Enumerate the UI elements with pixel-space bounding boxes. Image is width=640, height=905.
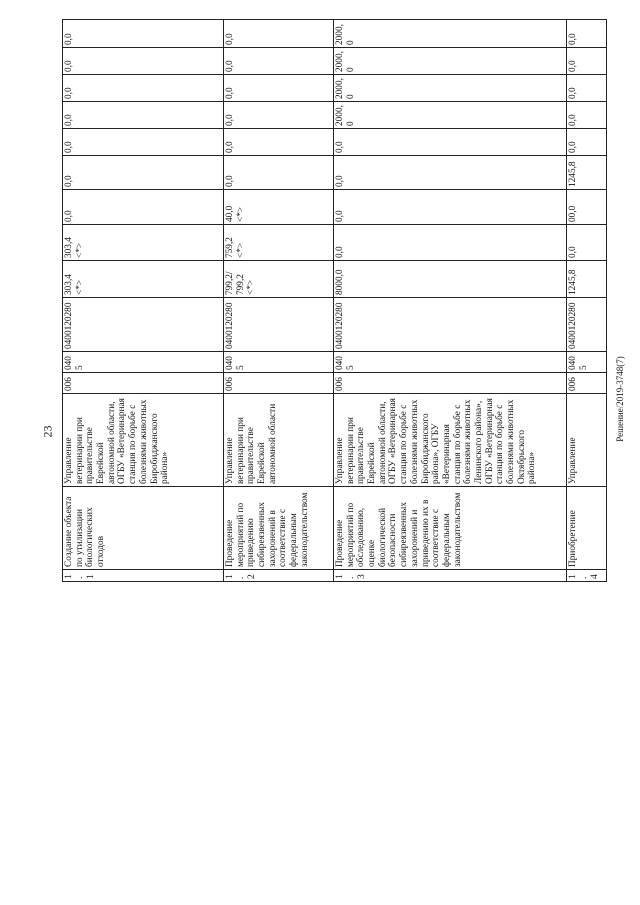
document-footer: Решение/2019-3748(7) xyxy=(615,356,625,442)
cell-executor: Управление ветеринарии при правительстве Еврейской автономной области, ОГБУ «Ветеринарная станция по борьбе с болезнями животных Биробиджанского района», ОГБУ «Ветеринарная станция по борьбе с болезнями животных Ленинского района», ОГБУ «Ветеринарная станция по борьбе с болезнями животных Октябрьского района» xyxy=(334,394,567,487)
cell-2019: 0,0 xyxy=(567,225,607,261)
cell-event: Приобретение xyxy=(567,487,607,570)
cell-2021: 0,0 xyxy=(224,156,334,190)
cell-2021: 1245,8 xyxy=(567,156,607,190)
cell-2022: 0,0 xyxy=(334,129,567,156)
cell-total: 8000,0 xyxy=(334,261,567,298)
cell-2021: 0,0 xyxy=(334,156,567,190)
cell-rzpr: 0405 xyxy=(334,352,567,373)
cell-2024: 0,0 xyxy=(63,75,224,102)
cell-2020: 40,0 <*> xyxy=(224,190,334,225)
table-row xyxy=(567,20,607,582)
cell-2026: 0,0 xyxy=(63,20,224,48)
cell-rzpr: 0405 xyxy=(224,352,334,373)
cell-executor: Управление ветеринарии при правительстве Еврейской автономной области xyxy=(224,394,334,487)
cell-2020: 0,0 xyxy=(63,190,224,225)
cell-rzpr: 0405 xyxy=(63,352,224,373)
cell-2026: 0,0 xyxy=(567,20,607,48)
cell-number: 1.4 xyxy=(567,570,607,582)
rotated-table-container xyxy=(62,24,614,582)
cell-2026: 0,0 xyxy=(224,20,334,48)
cell-executor: Управление xyxy=(567,394,607,487)
cell-csr: 0400120280 xyxy=(63,298,224,352)
cell-2020: 0,0 xyxy=(334,190,567,225)
cell-2021: 0,0 xyxy=(63,156,224,190)
cell-rzpr: 0405 xyxy=(567,352,607,373)
cell-2025: 0,0 xyxy=(224,48,334,75)
cell-2022: 0,0 xyxy=(63,129,224,156)
cell-2023: 0,0 xyxy=(224,102,334,129)
cell-2023: 0,0 xyxy=(567,102,607,129)
cell-csr: 0400120280 xyxy=(567,298,607,352)
cell-csr: 0400120280 xyxy=(224,298,334,352)
cell-2025: 0,0 xyxy=(567,48,607,75)
cell-number: 1.1 xyxy=(63,570,224,582)
cell-2024: 0,0 xyxy=(224,75,334,102)
cell-2022: 0,0 xyxy=(224,129,334,156)
cell-event: Проведение мероприятий по обследованию, оценке биологической безопасности сибиреязвенных захоронений и приведению их в соответствие с федеральным законодательством xyxy=(334,487,567,570)
cell-grbs: 006 xyxy=(334,373,567,394)
cell-event: Создание объекта по утилизации биологических отходов xyxy=(63,487,224,570)
cell-csr: 0400120280 xyxy=(334,298,567,352)
cell-total: 1245,8 xyxy=(567,261,607,298)
cell-2023: 2000,0 xyxy=(334,102,567,129)
cell-total: 799,2/ 799,2 <*> xyxy=(224,261,334,298)
cell-executor: Управление ветеринарии при правительстве Еврейской автономной области, ОГБУ «Ветеринарная станция по борьбе с болезнями животных Биробиджанского района» xyxy=(63,394,224,487)
cell-2026: 2000,0 xyxy=(334,20,567,48)
cell-2024: 2000,0 xyxy=(334,75,567,102)
cell-2019: 0,0 xyxy=(334,225,567,261)
cell-2025: 0,0 xyxy=(63,48,224,75)
cell-2019: 759,2 <*> xyxy=(224,225,334,261)
cell-2023: 0,0 xyxy=(63,102,224,129)
budget-table xyxy=(62,19,607,582)
cell-2019: 303,4 <*> xyxy=(63,225,224,261)
cell-2025: 2000,0 xyxy=(334,48,567,75)
cell-event: Проведение мероприятий по приведению сибиреязвенных захоронений в соответствие с федеральным законодательством xyxy=(224,487,334,570)
cell-grbs: 006 xyxy=(224,373,334,394)
cell-2024: 0,0 xyxy=(567,75,607,102)
cell-total: 303,4 <*> xyxy=(63,261,224,298)
table-row xyxy=(63,20,224,582)
cell-grbs: 006 xyxy=(63,373,224,394)
cell-number: 1.3 xyxy=(334,570,567,582)
table-row xyxy=(334,20,567,582)
cell-number: 1.2 xyxy=(224,570,334,582)
cell-grbs: 006 xyxy=(567,373,607,394)
table-row xyxy=(224,20,334,582)
cell-2022: 0,0 xyxy=(567,129,607,156)
cell-2020: 00,0 xyxy=(567,190,607,225)
page-number: 23 xyxy=(40,425,55,438)
